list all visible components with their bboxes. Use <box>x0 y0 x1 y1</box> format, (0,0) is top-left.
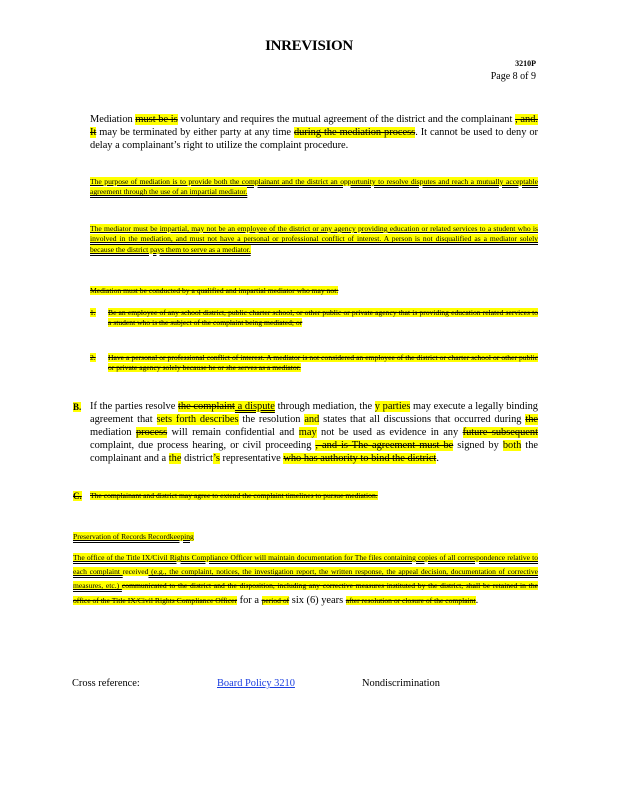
mediation-text-2: voluntary and requires the mutual agreement of the district and the complainant <box>177 114 516 125</box>
records-paragraph <box>73 551 538 608</box>
list-item-1-text: Be an employee of any school district, public charter school, or other public or private agency that is providing education related services to a student who is the subject of the complaint being mediated; or <box>108 308 538 328</box>
para-b-changed-10: both <box>502 440 522 451</box>
records-heading-text: Preservation of Records Recordkeeping <box>73 532 194 541</box>
records-text-3: (e.g., the complaint, notices, the investigation report, the written response, the appeal decision, documentation of corrective measures, etc.) <box>73 567 538 591</box>
mediation-text-4: . It cannot be used to deny or delay a complainant’s right to utilize the complaint procedure. <box>90 127 538 151</box>
para-b-text-2: through mediation, the <box>274 401 375 412</box>
mediation-deleted-2: , and. It <box>90 114 538 138</box>
para-b-text-14: . <box>436 453 439 464</box>
cross-reference-subject: Nondiscrimination <box>362 678 440 689</box>
conducted-text: Mediation must be conducted by a qualified and impartial mediator who may not: <box>90 286 339 295</box>
impartial-text: The mediator must be impartial, may not be an employee of the district or any agency providing education or related services to a student who is involved in the mediation, and must not have a personal or professional conflict of interest. A person is not disqualified as a mediator solely because the district pays them to serve as a mediator. <box>90 224 538 254</box>
cross-reference-label: Cross reference: <box>72 678 140 689</box>
records-text-2: received <box>122 567 149 577</box>
records-text-7: six (6) years <box>289 594 346 606</box>
para-b-deleted-5: the <box>525 414 539 425</box>
purpose-paragraph <box>90 177 538 198</box>
para-b-text-10: signed by <box>453 440 503 451</box>
para-b-deleted-6: process <box>135 427 168 438</box>
para-b-text-5: states that all discussions that occurred during <box>319 414 526 425</box>
records-text-5: for a <box>237 594 262 606</box>
list-item-2-text: Have a personal or professional conflict of interest. A mediator is not considered an employee of the district or charter school or other public or private agency solely because he or she serves as a mediator. <box>108 353 538 373</box>
records-deleted-6: period of <box>261 595 290 605</box>
records-text-1: The office of the Title IX/Civil Rights Compliance Officer will maintain documentation for The files containing copies of all correspondence relative to each complaint <box>73 553 538 577</box>
page-title: INREVISION <box>265 38 353 54</box>
records-deleted-4: communicated to the district and the disposition, including any corrective measures instituted by the district, shall be retained in the office of the Title IX/Civil Rights Compliance Officer <box>73 581 538 605</box>
para-b-changed-4: and <box>304 414 320 425</box>
paragraph-b <box>90 400 538 465</box>
para-b-text-13: representative <box>219 453 284 464</box>
para-b-text-11: the complainant and a <box>90 440 538 464</box>
paragraph-c-text: The complainant and district may agree to extend the complaint timelines to pursue mediation. <box>90 491 378 500</box>
para-b-text-7: will remain confidential and <box>167 427 299 438</box>
para-b-inserted-2: y parties <box>374 401 411 412</box>
board-policy-link[interactable]: Board Policy 3210 <box>217 678 295 689</box>
para-b-changed-7: may <box>298 427 317 438</box>
paragraph-c <box>90 491 538 501</box>
paragraph-c-marker: C. <box>73 491 82 501</box>
para-b-changed-12: ’s <box>212 453 220 464</box>
mediation-deleted-1: must be is <box>135 114 178 125</box>
list-item-1-number: 1. <box>90 308 96 317</box>
impartial-paragraph <box>90 224 538 255</box>
mediation-text-3: may be terminated by either party at any time <box>96 127 294 138</box>
para-b-text-4: the resolution <box>238 414 305 425</box>
para-b-text-1: If the parties resolve <box>90 401 179 412</box>
mediation-deleted-3: during the mediation process <box>293 127 416 138</box>
document-number: 3210P <box>515 59 536 68</box>
para-b-deleted-9: , and is The agreement must be <box>315 440 454 451</box>
mediation-text-1: Mediation <box>90 114 136 125</box>
records-text-9: . <box>475 594 479 606</box>
list-item-2 <box>90 353 538 374</box>
para-b-changed-3: sets forth describes <box>156 414 239 425</box>
para-b-changed-8: future subsequent <box>462 427 538 438</box>
page-number: Page 8 of 9 <box>490 71 536 82</box>
para-b-deleted-1: the complaint <box>178 401 235 412</box>
para-b-deleted-13: who has authority to bind the district <box>283 453 437 464</box>
list-item-1 <box>90 308 538 329</box>
para-b-text-6: mediation <box>90 427 136 438</box>
records-deleted-8: after resolution or closure of the complaint <box>345 595 476 605</box>
para-b-text-12: district <box>181 453 213 464</box>
para-b-text-8: not be used as evidence in any <box>316 427 463 438</box>
purpose-text: The purpose of mediation is to provide both the complainant and the district an opportunity to resolve disputes and reach a mutually acceptable agreement through the use of an impartial mediator. <box>90 177 538 197</box>
para-b-text-9: complaint, due process hearing, or civil proceeding <box>90 440 316 451</box>
conducted-paragraph <box>90 286 538 296</box>
para-b-changed-11: the <box>168 453 182 464</box>
list-item-2-number: 2. <box>90 353 96 362</box>
para-b-inserted-1: a dispute <box>234 401 275 412</box>
records-heading <box>73 532 543 542</box>
paragraph-b-marker: B. <box>73 402 82 412</box>
para-b-text-3: may execute a legally binding agreement that <box>90 401 538 425</box>
mediation-paragraph <box>90 113 538 152</box>
